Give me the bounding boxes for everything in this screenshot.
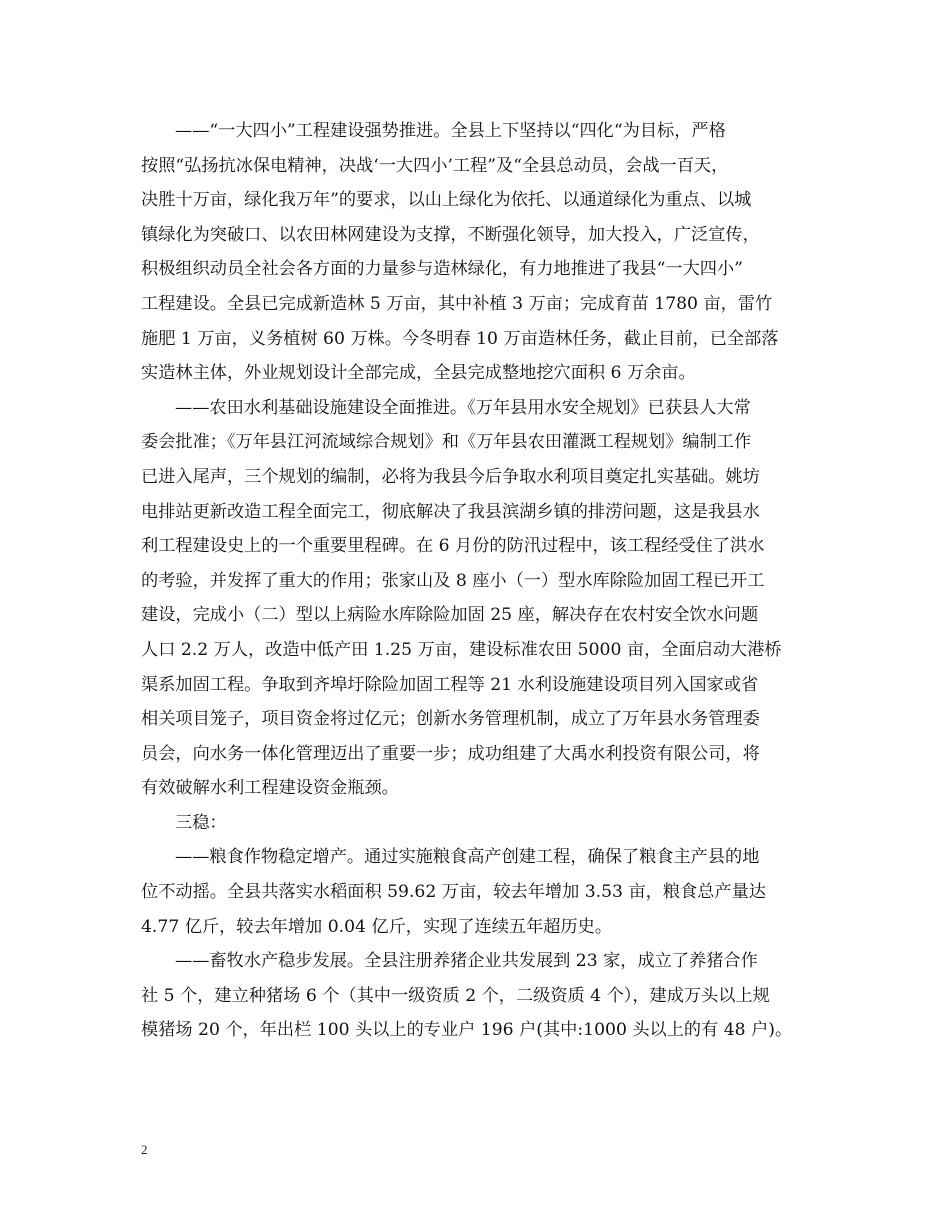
- text-line: 员会，向水务一体化管理迈出了重要一步；成功组建了大禹水利投资有限公司，将: [141, 743, 760, 764]
- text-line: ——粮食作物稳定增产。通过实施粮食高产创建工程，确保了粮食主产县的地: [175, 847, 760, 868]
- text-line: 相关项目笼子，项目资金将过亿元；创新水务管理机制，成立了万年县水务管理委: [141, 709, 760, 730]
- text-line: 积极组织动员全社会各方面的力量参与造林绿化，有力地推进了我县“一大四小”: [141, 259, 743, 280]
- text-line: 渠系加固工程。争取到齐埠圩除险加固工程等 21 水利设施建设项目列入国家或省: [141, 674, 759, 695]
- text-line: 决胜十万亩，绿化我万年”的要求，以山上绿化为依托、以通道绿化为重点、以城: [141, 190, 752, 211]
- page-number: 2: [141, 1142, 148, 1157]
- paragraph-grain-production: [141, 840, 813, 944]
- document-body: [141, 114, 813, 1048]
- text-line: 建设，完成小（二）型以上病险水库除险加固 25 座，解决存在农村安全饮水问题: [141, 605, 759, 626]
- text-line: ——“一大四小”工程建设强势推进。全县上下坚持以“四化“为目标，严格: [175, 121, 726, 141]
- text-line: 4.77 亿斤，较去年增加 0.04 亿斤，实现了连续五年超历史。: [141, 916, 613, 937]
- text-line: ——农田水利基础设施建设全面推进。《万年县用水安全规划》已获县人大常: [175, 397, 751, 418]
- paragraph-livestock-aquatic: [141, 944, 813, 1048]
- text-line: 人口 2.2 万人，改造中低产田 1.25 万亩，建设标准农田 5000 亩，全面启动大港桥: [141, 639, 782, 660]
- text-line: 电排站更新改造工程全面完工，彻底解决了我县滨湖乡镇的排涝问题，这是我县水: [141, 501, 760, 522]
- text-line: 的考验，并发挥了重大的作用；张家山及 8 座小（一）型水库除险加固工程已开工: [141, 570, 765, 591]
- paragraph-water-conservancy: [141, 391, 813, 806]
- text-line: 按照“弘扬抗冰保电精神，决战‘一大四小’工程”及“全县总动员，会战一百天，: [141, 155, 729, 176]
- text-line: 有效破解水利工程建设资金瓶颈。: [141, 778, 399, 799]
- text-line: ——畜牧水产稳步发展。全县注册养猪企业共发展到 23 家，成立了养猪合作: [175, 951, 758, 972]
- text-line: 已进入尾声，三个规划的编制，必将为我县今后争取水利项目奠定扎实基础。姚坊: [141, 466, 760, 487]
- section-heading-three-stable: [141, 806, 813, 841]
- text-line: 三稳：: [175, 812, 227, 833]
- text-line: 实造林主体，外业规划设计全部完成，全县完成整地挖穴面积 6 万余亩。: [141, 363, 696, 384]
- text-line: 工程建设。全县已完成新造林 5 万亩，其中补植 3 万亩；完成育苗 1780 亩，雷竹: [141, 293, 773, 314]
- paragraph-afforestation-project: [141, 114, 813, 391]
- text-line: 模猪场 20 个，年出栏 100 头以上的专业户 196 户(其中:1000 头以上的有 48 户)。: [141, 1020, 793, 1041]
- text-line: 利工程建设史上的一个重要里程碑。在 6 月份的防汛过程中，该工程经受住了洪水: [141, 536, 765, 557]
- text-line: 委会批准；《万年县江河流域综合规划》和《万年县农田灌溉工程规划》编制工作: [141, 432, 752, 453]
- text-line: 施肥 1 万亩，义务植树 60 万株。今冬明春 10 万亩造林任务，截止目前，已全部落: [141, 328, 779, 349]
- text-line: 位不动摇。全县共落实水稻面积 59.62 万亩，较去年增加 3.53 亩，粮食总产量达: [141, 882, 766, 903]
- text-line: 社 5 个，建立种猪场 6 个（其中一级资质 2 个，二级资质 4 个），建成万头以上规: [141, 985, 770, 1006]
- text-line: 镇绿化为突破口、以农田林网建设为支撑，不断强化领导，加大投入，广泛宣传，: [141, 224, 760, 245]
